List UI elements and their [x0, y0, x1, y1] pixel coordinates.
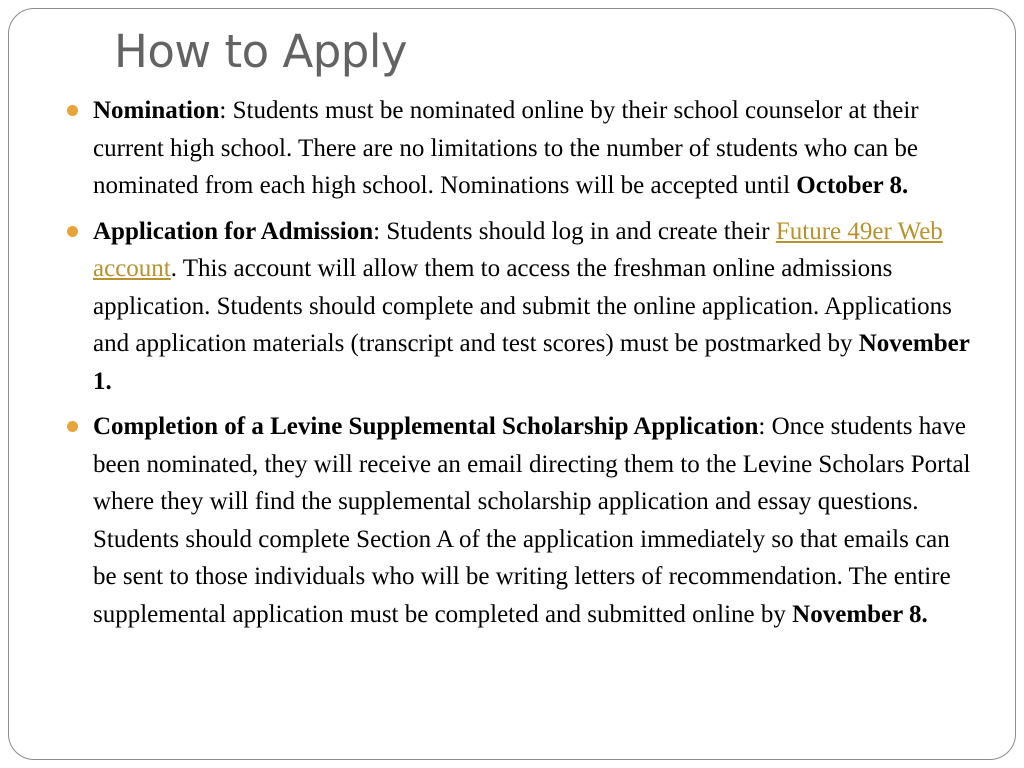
bullet-heading: Application for Admission: [93, 217, 374, 245]
bullet-list: [66, 92, 971, 641]
slide-title: How to Apply: [114, 25, 408, 78]
bullet-heading: Nomination: [93, 97, 220, 124]
bullet-dot-icon: [67, 105, 78, 116]
bullet-text: . This account will allow them to access the freshman online admissions application. Students should complete and submit the online application. Applications and application materials (transcript and test scores) must be postmarked by: [93, 255, 952, 357]
bullet-dot-icon: [67, 226, 78, 237]
deadline-date: October 8.: [796, 172, 909, 199]
deadline-date: November 1.: [93, 330, 970, 395]
deadline-date: November 8.: [792, 600, 928, 628]
bullet-application-for-admission: [66, 213, 971, 401]
future-49er-web-account-link[interactable]: Future 49er Web account: [93, 217, 943, 282]
bullet-dot-icon: [67, 421, 78, 432]
bullet-text: : Students must be nominated online by their school counselor at their current high school. There are no limitations to the number of students who can be nominated from each high school. Nominations will be accepted until: [93, 97, 919, 199]
bullet-nomination: [66, 92, 971, 205]
bullet-text: : Once students have been nominated, they will receive an email directing them to the Levine Scholars Portal where they will find the supplemental scholarship application and essay questions. Students should complete Section A of the application immediately so that emails can be sent to those individuals who will be writing letters of recommendation. The entire supplemental application must be completed and submitted online by: [93, 413, 971, 628]
bullet-text: : Students should log in and create their: [373, 217, 776, 245]
bullet-heading: Completion of a Levine Supplemental Scholarship Application: [93, 413, 759, 440]
bullet-supplemental-scholarship: [66, 408, 971, 633]
